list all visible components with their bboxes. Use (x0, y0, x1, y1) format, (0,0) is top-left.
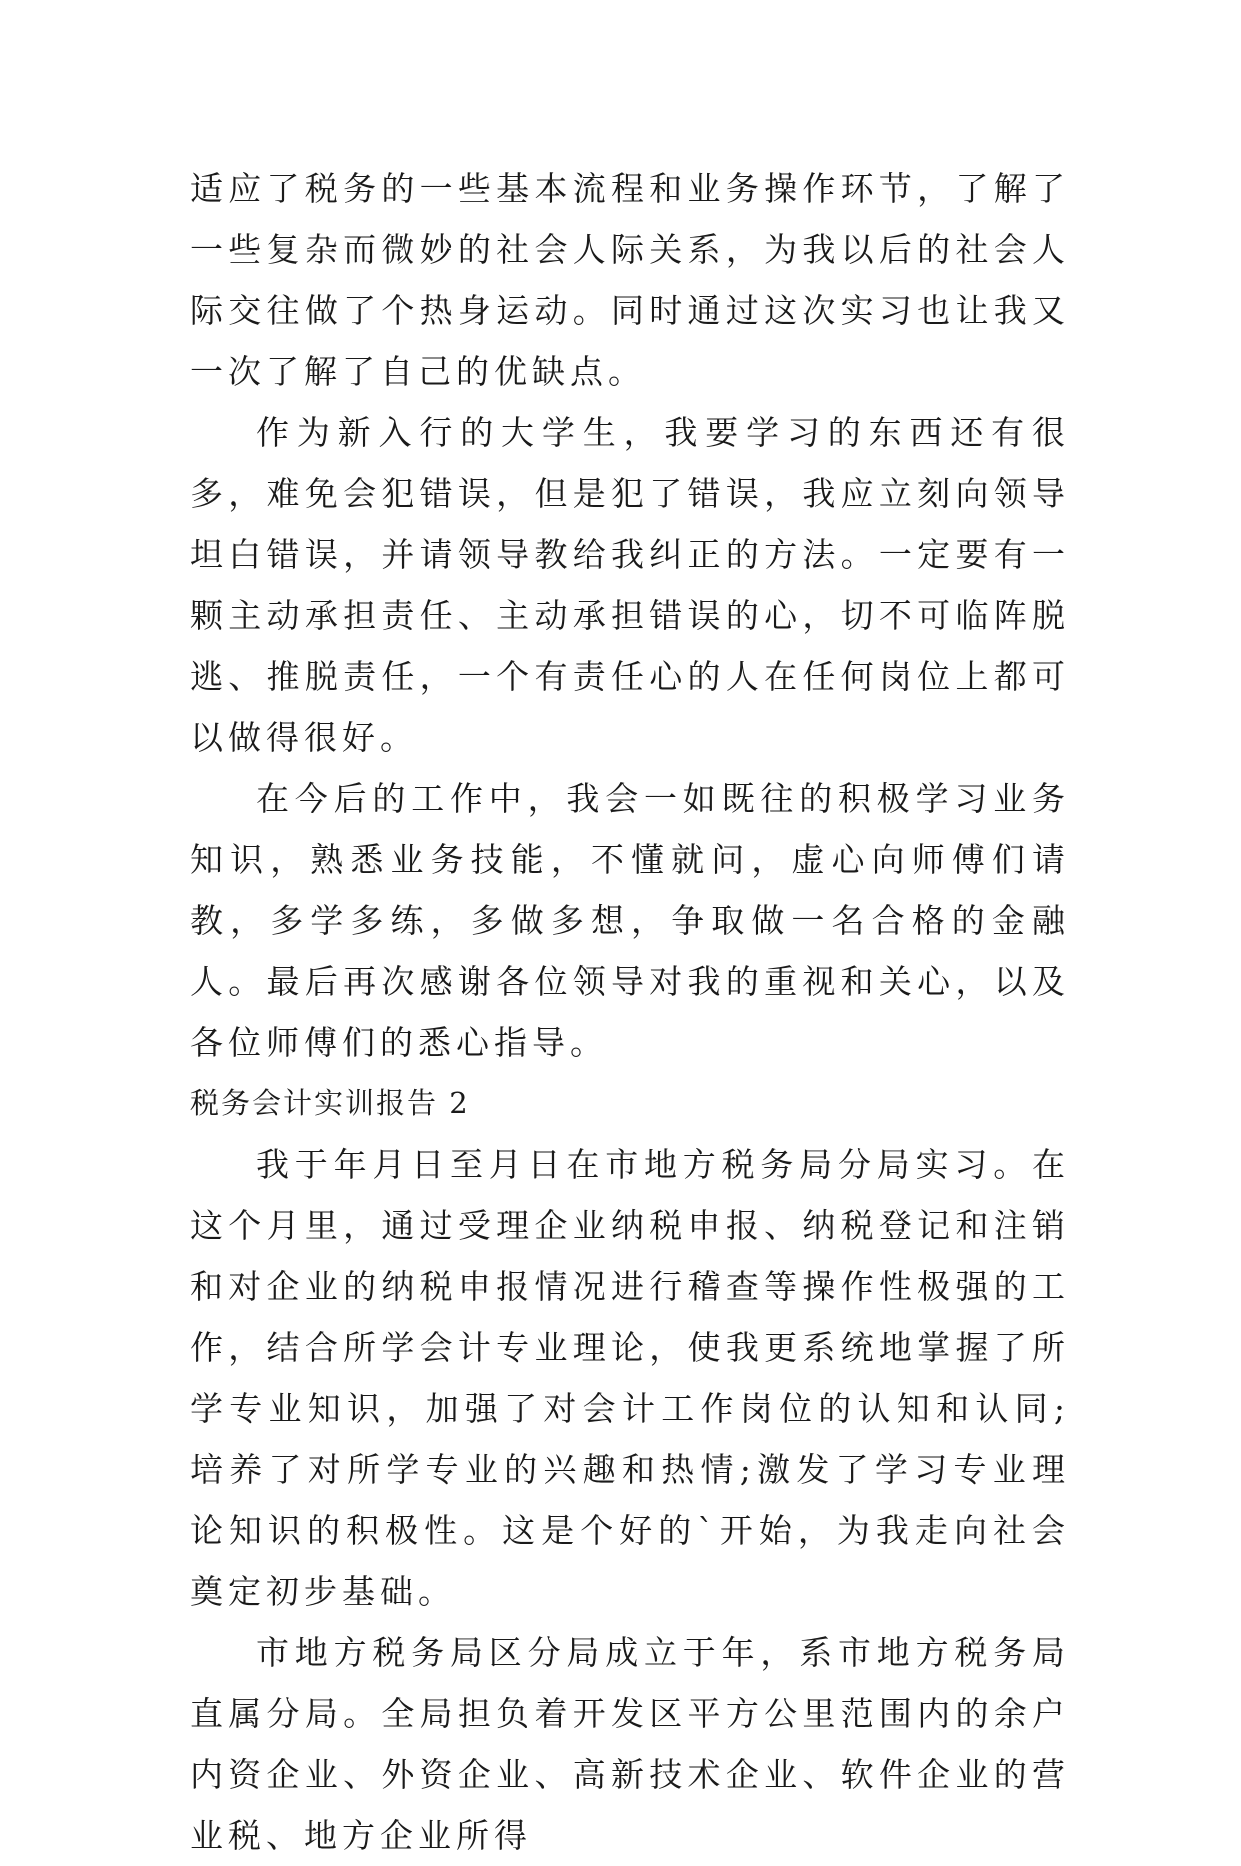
section-heading: 税务会计实训报告 2 (190, 1086, 470, 1120)
paragraph-continuation: 适应了税务的一些基本流程和业务操作环节，了解了一些复杂而微妙的社会人际关系，为我以后的社会人际交往做了个热身运动。同时通过这次实习也让我又一次了解了自己的优缺点。 (190, 169, 1070, 391)
paragraph-internship: 我于年月日至月日在市地方税务局分局实习。在这个月里，通过受理企业纳税申报、纳税登记和注销和对企业的纳税申报情况进行稽查等操作性极强的工作，结合所学会计专业理论，使我更系统地掌握了所学专业知识，加强了对会计工作岗位的认知和认同;培养了对所学专业的兴趣和热情;激发了学习专业理论知识的积极性。这是个好的`开始，为我走向社会奠定初步基础。 (190, 1145, 1070, 1611)
paragraph-future-work: 在今后的工作中，我会一如既往的积极学习业务知识，熟悉业务技能，不懂就问，虚心向师傅们请教，多学多练，多做多想，争取做一名合格的金融人。最后再次感谢各位领导对我的重视和关心，以及各位师傅们的悉心指导。 (190, 779, 1070, 1062)
paragraph-new-graduate: 作为新入行的大学生，我要学习的东西还有很多，难免会犯错误，但是犯了错误，我应立刻向领导坦白错误，并请领导教给我纠正的方法。一定要有一颗主动承担责任、主动承担错误的心，切不可临阵脱逃、推脱责任，一个有责任心的人在任何岗位上都可以做得很好。 (190, 413, 1070, 757)
document-body (190, 158, 1070, 1866)
paragraph-bureau-intro: 市地方税务局区分局成立于年，系市地方税务局直属分局。全局担负着开发区平方公里范围内的余户内资企业、外资企业、高新技术企业、软件企业的营业税、地方企业所得 (190, 1633, 1070, 1855)
